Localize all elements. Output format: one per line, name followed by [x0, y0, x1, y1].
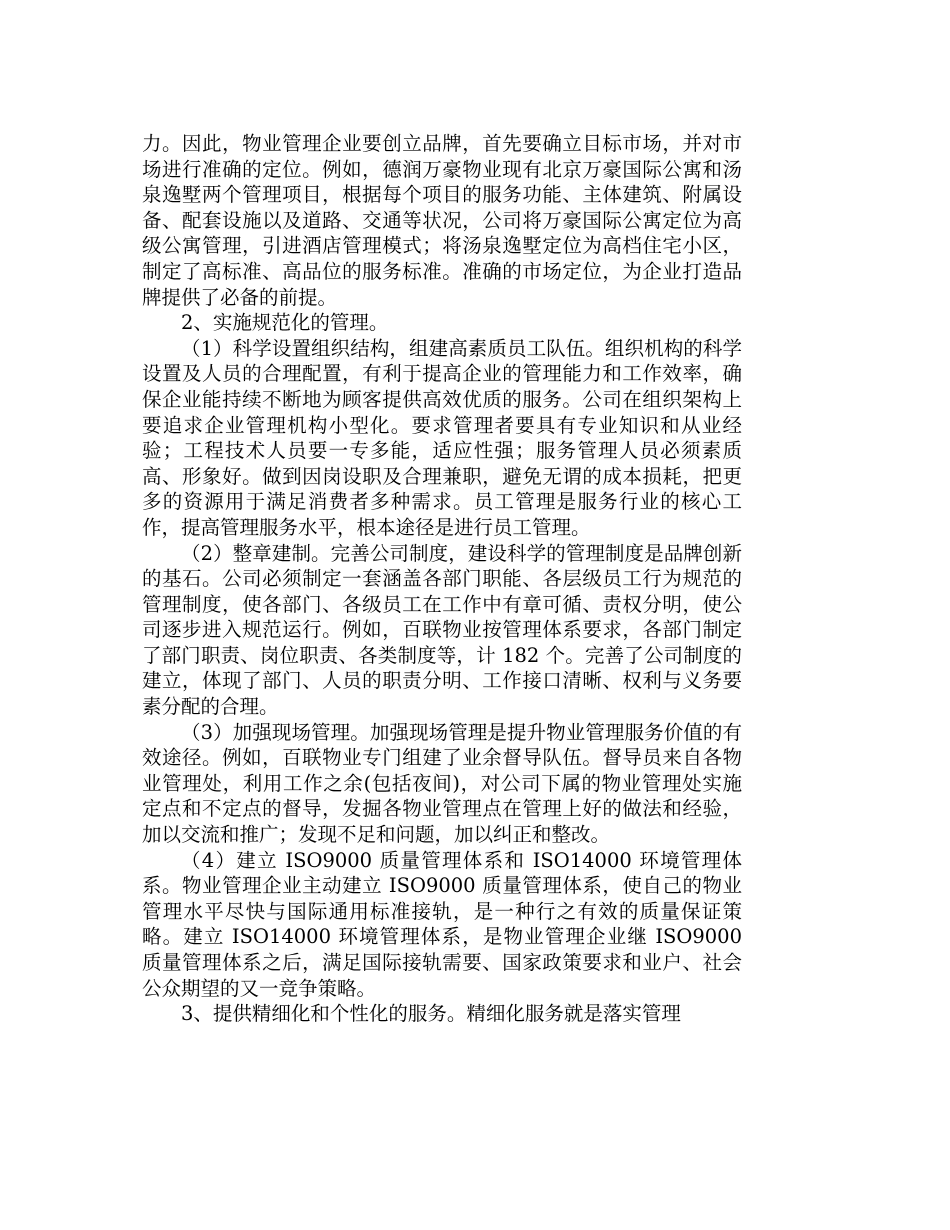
- paragraph-site-management: （3）加强现场管理。加强现场管理是提升物业管理服务价值的有效途径。例如，百联物业专门组建了业余督导队伍。督导员来自各物业管理处，利用工作之余(包括夜间)，对公司下属的物业管理处实施定点和不定点的督导，发掘各物业管理点在管理上好的做法和经验，加以交流和推广；发现不足和问题，加以纠正和整改。: [142, 720, 742, 847]
- paragraph-iso-systems: （4）建立 ISO9000 质量管理体系和 ISO14000 环境管理体系。物业管理企业主动建立 ISO9000 质量管理体系，使自己的物业管理水平尽快与国际通用标准接轨，是一种行之有效的质量保证策略。建立 ISO14000 环境管理体系，是物业管理企业继 ISO9000 质量管理体系之后，满足国际接轨需要、国家政策要求和业户、社会公众期望的又一竞争策略。: [142, 848, 742, 1000]
- paragraph-market-positioning: 力。因此，物业管理企业要创立品牌，首先要确立目标市场，并对市场进行准确的定位。例如，德润万豪物业现有北京万豪国际公寓和汤泉逸墅两个管理项目，根据每个项目的服务功能、主体建筑、附属设备、配套设施以及道路、交通等状况，公司将万豪国际公寓定位为高级公寓管理，引进酒店管理模式；将汤泉逸墅定位为高档住宅小区，制定了高标准、高品位的服务标准。准确的市场定位，为企业打造品牌提供了必备的前提。: [142, 132, 742, 309]
- heading-refined-personalized-service: 3、提供精细化和个性化的服务。精细化服务就是落实管理: [181, 1002, 681, 1026]
- heading-standardized-management: 2、实施规范化的管理。: [181, 311, 389, 335]
- paragraph-rules-and-regulations: （2）整章建制。完善公司制度，建设科学的管理制度是品牌创新的基石。公司必须制定一套涵盖各部门职能、各层级员工行为规范的管理制度，使各部门、各级员工在工作中有章可循、责权分明，使公司逐步进入规范运行。例如，百联物业按管理体系要求，各部门制定了部门职责、岗位职责、各类制度等，计 182 个。完善了公司制度的建立，体现了部门、人员的职责分明、工作接口清晰、权利与义务要素分配的合理。: [142, 541, 742, 719]
- paragraph-organization-structure: （1）科学设置组织结构，组建高素质员工队伍。组织机构的科学设置及人员的合理配置，有利于提高企业的管理能力和工作效率，确保企业能持续不断地为顾客提供高效优质的服务。公司在组织架构上要追求企业管理机构小型化。要求管理者要具有专业知识和从业经验；工程技术人员要一专多能，适应性强；服务管理人员必须素质高、形象好。做到因岗设职及合理兼职，避免无谓的成本损耗，把更多的资源用于满足消费者多种需求。员工管理是服务行业的核心工作，提高管理服务水平，根本途径是进行员工管理。: [142, 336, 742, 539]
- document-body: [142, 131, 742, 1027]
